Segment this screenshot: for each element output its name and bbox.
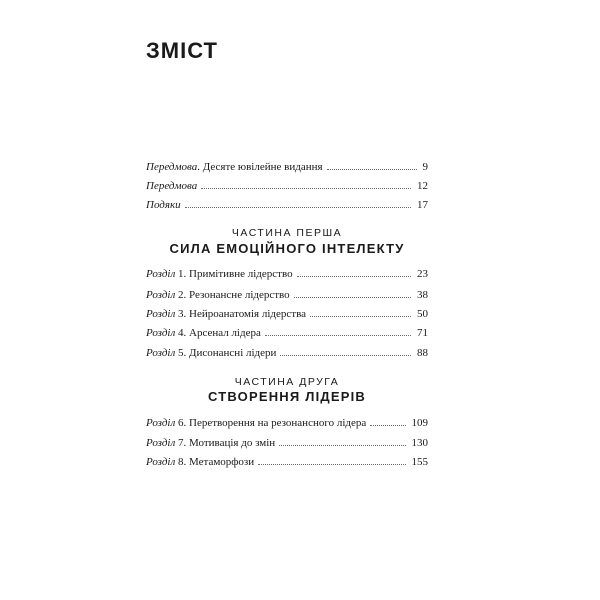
part-2-title: СТВОРЕННЯ ЛІДЕРІВ bbox=[208, 389, 366, 404]
dot-leader bbox=[258, 464, 405, 465]
toc-entry-chapter-1[interactable] bbox=[146, 267, 428, 281]
page-number: 71 bbox=[417, 327, 428, 339]
entry-label: Передмова. Десяте ювілейне видання bbox=[146, 161, 323, 173]
part-1-title: СИЛА ЕМОЦІЙНОГО ІНТЕЛЕКТУ bbox=[169, 241, 405, 256]
page-number: 12 bbox=[417, 180, 428, 192]
toc-entry-chapter-6[interactable] bbox=[146, 416, 428, 430]
entry-label: Передмова bbox=[146, 180, 198, 192]
entry-label: Розділ 8. Метаморфози bbox=[146, 456, 255, 468]
page-number: 50 bbox=[417, 308, 428, 320]
page-title: ЗМІСТ bbox=[146, 38, 218, 63]
entry-label: Подяки bbox=[146, 199, 181, 211]
toc-entry-chapter-2[interactable] bbox=[146, 288, 428, 302]
page-number: 109 bbox=[411, 417, 428, 429]
dot-leader bbox=[294, 297, 411, 298]
entry-label: Розділ 2. Резонансне лідерство bbox=[146, 289, 290, 301]
dot-leader bbox=[279, 445, 405, 446]
entry-label: Розділ 6. Перетворення на резонансного лідера bbox=[146, 417, 367, 429]
dot-leader bbox=[280, 355, 411, 356]
dot-leader bbox=[201, 188, 411, 189]
toc-entry-chapter-5[interactable] bbox=[146, 346, 428, 360]
dot-leader bbox=[265, 335, 411, 336]
dot-leader bbox=[185, 207, 411, 208]
toc-entry-chapter-4[interactable] bbox=[146, 326, 428, 340]
page-number: 23 bbox=[417, 268, 428, 280]
page-number: 17 bbox=[417, 199, 428, 211]
entry-label: Розділ 3. Нейроанатомія лідерства bbox=[146, 308, 307, 320]
page-number: 9 bbox=[422, 161, 428, 173]
part-2-subtitle: ЧАСТИНА ДРУГА bbox=[234, 376, 340, 388]
entry-label: Розділ 7. Мотивація до змін bbox=[146, 437, 276, 449]
toc-entry-acknowledgements[interactable] bbox=[146, 198, 428, 212]
dot-leader bbox=[327, 169, 417, 170]
entry-label: Розділ 5. Дисонансні лідери bbox=[146, 347, 277, 359]
page-number: 38 bbox=[417, 289, 428, 301]
toc-entry-foreword-anniversary[interactable] bbox=[146, 160, 428, 174]
page-number: 155 bbox=[411, 456, 428, 468]
dot-leader bbox=[370, 425, 405, 426]
dot-leader bbox=[297, 276, 411, 277]
part-1-subtitle: ЧАСТИНА ПЕРША bbox=[231, 227, 343, 239]
page-number: 130 bbox=[411, 437, 428, 449]
toc-entry-chapter-3[interactable] bbox=[146, 307, 428, 321]
toc-entry-chapter-7[interactable] bbox=[146, 436, 428, 450]
entry-label: Розділ 4. Арсенал лідера bbox=[146, 327, 261, 339]
dot-leader bbox=[310, 316, 411, 317]
entry-label: Розділ 1. Примітивне лідерство bbox=[146, 268, 293, 280]
toc-entry-chapter-8[interactable] bbox=[146, 455, 428, 469]
page-number: 88 bbox=[417, 347, 428, 359]
toc-entry-foreword[interactable] bbox=[146, 179, 428, 193]
